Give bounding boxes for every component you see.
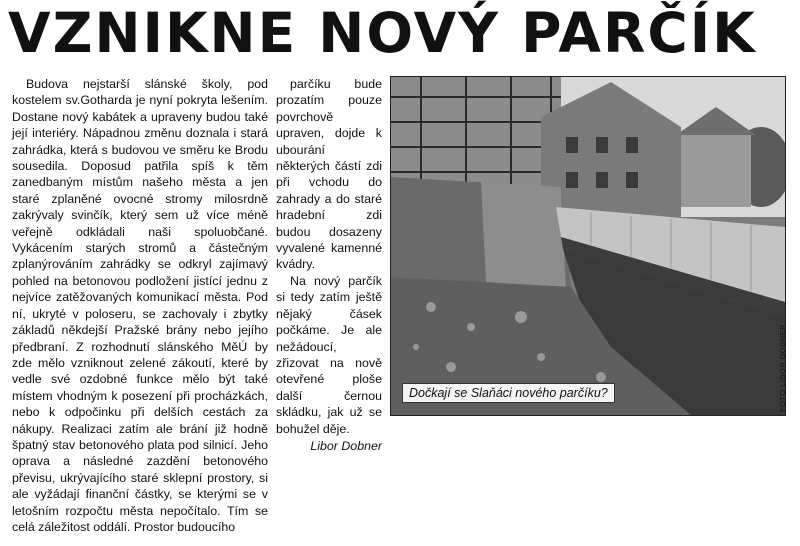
photo-credit: FOTO LIBOR DOBNER bbox=[778, 324, 787, 412]
photo-caption: Dočkají se Slaňáci nového parčíku? bbox=[402, 383, 615, 403]
photo-illustration bbox=[391, 77, 785, 415]
article-paragraph: Budova nejstarší slánské školy, pod kostelem sv.Gotharda je nyní pokryta lešením. Dostane nový kabátek a upraveny budou také její interiéry. Nápadnou změnu doznala i stará zahrádka, která s budovou ve směru ke Brodu sousedila. Doposud patřila spíš k těm zanedbaným místům našeho města a jen staré zplaněné ovocné stromy milosrdně zakrývaly svinčík, který sem už více méně veřejně odkládali naši spoluobčané. Vykácením starých stromů a částečným zplanýrováním zahrádky se odkryl zajímavý pohled na betonovou podložení jistící jednu z nejvíce zatěžovaných komunikací města. Pod ní, ukryté v poloseru, se zachovaly i zbytky základů někdejší Pražské brány nebo jejího předbraní. Z rozhodnutí slánského MěÚ by zde mělo vzniknout zelené zákoutí, které by vedle své ozdobné funkce mělo být také místem vhodným k posezení při procházkách, nebo k odpočinku při delších cestách za nákupy. Realizaci zatím ale brání již hodně špatný stav betonového plata pod silnicí. Jeho oprava a následné zazdění betonového převisu, ukrývajícího staré sklepní prostory, si ale vyžádají finanční částky, se kterými se v letošním rozpočtu města nepočítalo. Tím se celá záležitost oddálí. Prostor budoucího bbox=[12, 77, 268, 534]
article-paragraph: Na nový parčík si tedy zatím ještě nějaký čásek počkáme. Je ale nežádoucí, zřizovat na nově otevřené ploše další černou skládku, jak už se bohužel děje. bbox=[276, 273, 382, 436]
news-photo bbox=[390, 76, 786, 416]
byline: Libor Dobner bbox=[310, 438, 382, 453]
article-paragraph: parčíku bude prozatím pouze povrchově upraven, dojde k ubourání některých částí zdi při vchodu do zahrady a do staré hradební zdi budou dosazeny vyvalené kamenné kvádry. bbox=[276, 77, 382, 272]
article-column-1 bbox=[12, 76, 268, 535]
headline: VZNIKNE NOVÝ PARČÍK bbox=[8, 1, 757, 65]
article-column-2 bbox=[276, 76, 382, 454]
